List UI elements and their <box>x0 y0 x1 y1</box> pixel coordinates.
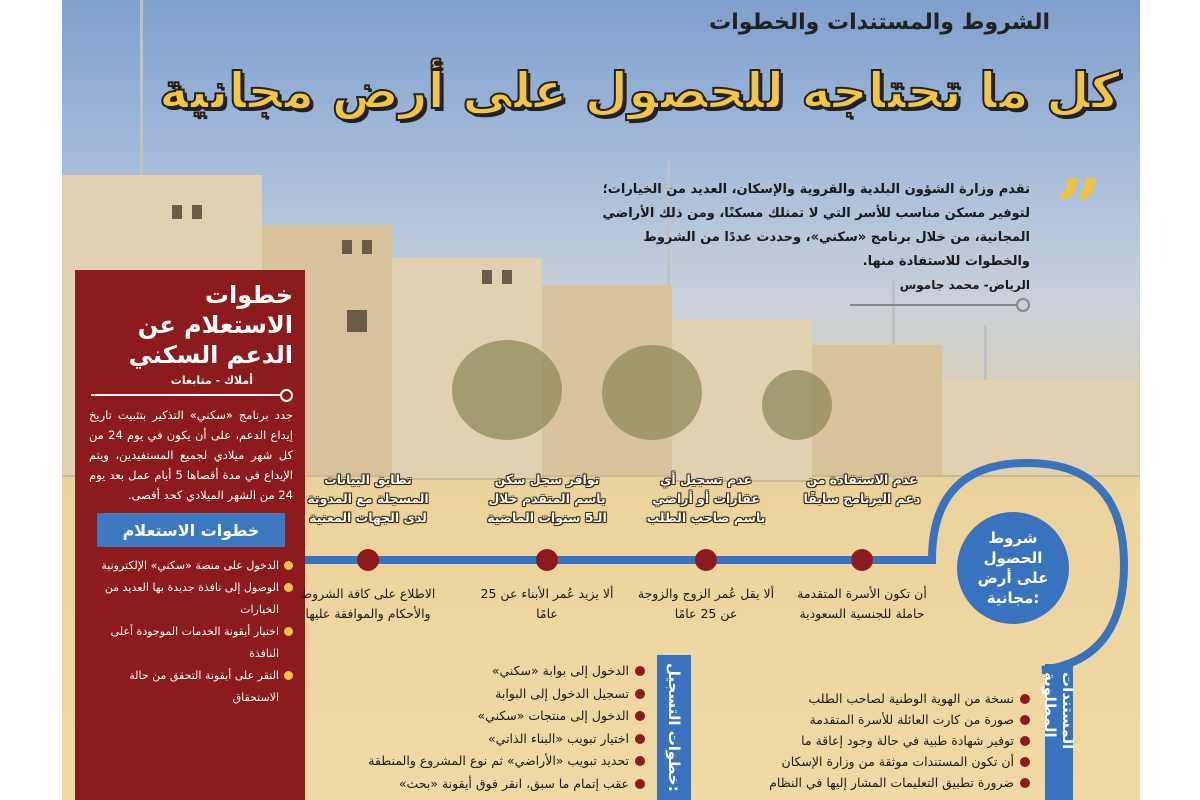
list-item-text: الدخول إلى منتجات «سكني» <box>477 708 629 723</box>
bullet-icon <box>1020 757 1030 767</box>
bullet-icon <box>635 711 645 721</box>
list-item-text: الوصول إلى نافذة جديدة بها العديد من الخيارات <box>104 581 279 616</box>
window <box>502 270 512 284</box>
bullet-icon <box>635 689 645 699</box>
page-title: كل ما تحتاجه للحصول على أرض مجانية <box>158 62 1120 120</box>
bullet-icon <box>284 671 293 680</box>
list-item <box>368 660 645 683</box>
list-item-text: صورة من كارت العائلة للأسرة المتقدمة <box>809 712 1014 727</box>
list-item <box>769 730 1030 751</box>
list-item <box>769 772 1030 793</box>
sidebar-title: خطوات الاستعلام عن الدعم السكني <box>128 281 293 369</box>
conditions-heading <box>957 512 1069 624</box>
bullet-icon <box>635 779 645 789</box>
list-item <box>89 577 293 621</box>
bullet-icon <box>635 666 645 676</box>
condition-bottom: الاطلاع على كافة الشروط والأحكام والموافقة عليها <box>300 586 436 621</box>
bullet-icon <box>284 583 293 592</box>
list-item <box>368 773 645 796</box>
bullet-icon <box>1020 778 1030 788</box>
list-item <box>89 555 293 577</box>
list-item-text: ضرورة تطبيق التعليمات المشار إليها في النظام <box>769 775 1014 790</box>
list-item-text: النقر على أيقونة التحقق من حالة الاستحقاق <box>129 669 279 704</box>
bullet-icon <box>1020 736 1030 746</box>
inquiry-steps-heading: خطوات الاستعلام <box>97 513 285 547</box>
divider <box>850 304 1018 306</box>
list-item-text: توفير شهادة طبية في حالة وجود إعاقة ما <box>801 733 1014 748</box>
timeline-line <box>305 556 925 564</box>
timeline-node <box>851 549 873 571</box>
intro-text: تقدم وزارة الشؤون البلدية والقروية والإسكان، العديد من الخيارات؛ لتوفير مسكن مناسب للأسر التي لا تمتلك مسكنًا، ومن ذلك الأراضي المجانية، من خلال برنامج «سكني»، وحددت عددًا من الشروط والخطوات للاستفادة منها. <box>602 182 1030 269</box>
list-item-text: الدخول على منصة «سكني» الإلكترونية <box>101 559 279 572</box>
list-item-text: اختيار تبويب «البناء الذاتي» <box>488 730 629 746</box>
quote-icon: ” <box>1055 161 1102 255</box>
window <box>347 310 367 332</box>
documents-list <box>769 688 1030 793</box>
window <box>482 270 492 284</box>
list-item-text: اختيار أيقونة الخدمات الموجودة أعلى النافذة <box>110 625 279 660</box>
list-item <box>368 705 645 728</box>
infographic-page <box>62 0 1140 800</box>
divider-dot <box>1016 298 1030 312</box>
divider-row <box>89 389 293 401</box>
bullet-icon <box>635 756 645 766</box>
bullet-icon <box>284 627 293 636</box>
list-item-text: أن تكون المستندات موثقة من وزارة الإسكان <box>781 754 1014 769</box>
sidebar-source: أملاك - متابعات <box>170 374 253 387</box>
conditions-heading-text: شروط الحصول على أرض مجانية: <box>977 529 1049 607</box>
timeline-node <box>695 549 717 571</box>
window <box>192 205 202 219</box>
condition-top: عدم تسجيل أي عقارات أو أراضي باسم صاحب الطلب <box>646 472 766 525</box>
byline: الرياض- محمد جاموس <box>899 278 1030 292</box>
divider-dot <box>280 389 293 402</box>
list-item-text: عقب إتمام ما سبق، انقر فوق أيقونة «بحث» <box>398 775 629 791</box>
timeline-node <box>357 549 379 571</box>
list-item <box>368 683 645 706</box>
condition-bottom: ألا يزيد عُمر الأبناء عن 25 عامًا <box>480 586 614 621</box>
window <box>172 205 182 219</box>
condition-top: تطابق البيانات المسجلة مع المدونة لدى الجهات المعنية <box>307 472 429 525</box>
documents-heading: المستندات المطلوبة <box>1045 664 1073 800</box>
list-item <box>89 621 293 665</box>
condition-top: توافر سجل سكن باسم المتقدم خلال الـ5 سنوات الماضية <box>487 472 607 525</box>
tree <box>602 345 702 440</box>
bullet-icon <box>1020 715 1030 725</box>
sidebar-body: جدد برنامج «سكني» التذكير بتثبيت تاريخ إيداع الدعم، على أن يكون في يوم 24 من كل شهر ميلادي لجميع المستفيدين، ويتم الإيداع في مدة أقصاها 5 أيام عمل بعد يوم 24 من الشهر الميلادي كحد أقصى. <box>89 408 293 502</box>
intro-block <box>580 178 1030 312</box>
list-item <box>769 751 1030 772</box>
divider <box>91 394 287 396</box>
condition-top: عدم الاستفادة من دعم البرنامج سابقًا <box>803 472 921 506</box>
tree <box>452 340 562 440</box>
bullet-icon <box>635 734 645 744</box>
list-item <box>368 728 645 751</box>
inquiry-sidebar <box>75 270 305 800</box>
registration-heading: خطوات التسجيل: <box>657 655 691 800</box>
list-item <box>769 709 1030 730</box>
condition-bottom: ألا يقل عُمر الزوج والزوجة عن 25 عامًا <box>637 586 775 621</box>
bullet-icon <box>284 561 293 570</box>
registration-steps-list <box>368 660 645 795</box>
bullet-icon <box>1020 694 1030 704</box>
list-item <box>89 665 293 709</box>
kicker: الشروط والمستندات والخطوات <box>709 10 1050 35</box>
timeline-node <box>536 549 558 571</box>
list-item <box>769 688 1030 709</box>
list-item-text: تحديد تبويب «الأراضي» ثم نوع المشروع والمنطقة <box>368 753 629 768</box>
inquiry-steps-list <box>89 555 293 709</box>
window <box>362 240 372 254</box>
condition-bottom: أن تكون الأسرة المتقدمة حاملة للجنسية السعودية <box>797 586 927 621</box>
list-item-text: نسخة من الهوية الوطنية لصاحب الطلب <box>808 691 1014 706</box>
list-item-text: الدخول إلى بوابة «سكني» <box>491 663 629 678</box>
list-item-text: تسجيل الدخول إلى البوابة <box>495 685 629 701</box>
tree <box>762 370 832 440</box>
list-item <box>368 750 645 773</box>
byline-row <box>850 278 1030 312</box>
window <box>342 240 352 254</box>
